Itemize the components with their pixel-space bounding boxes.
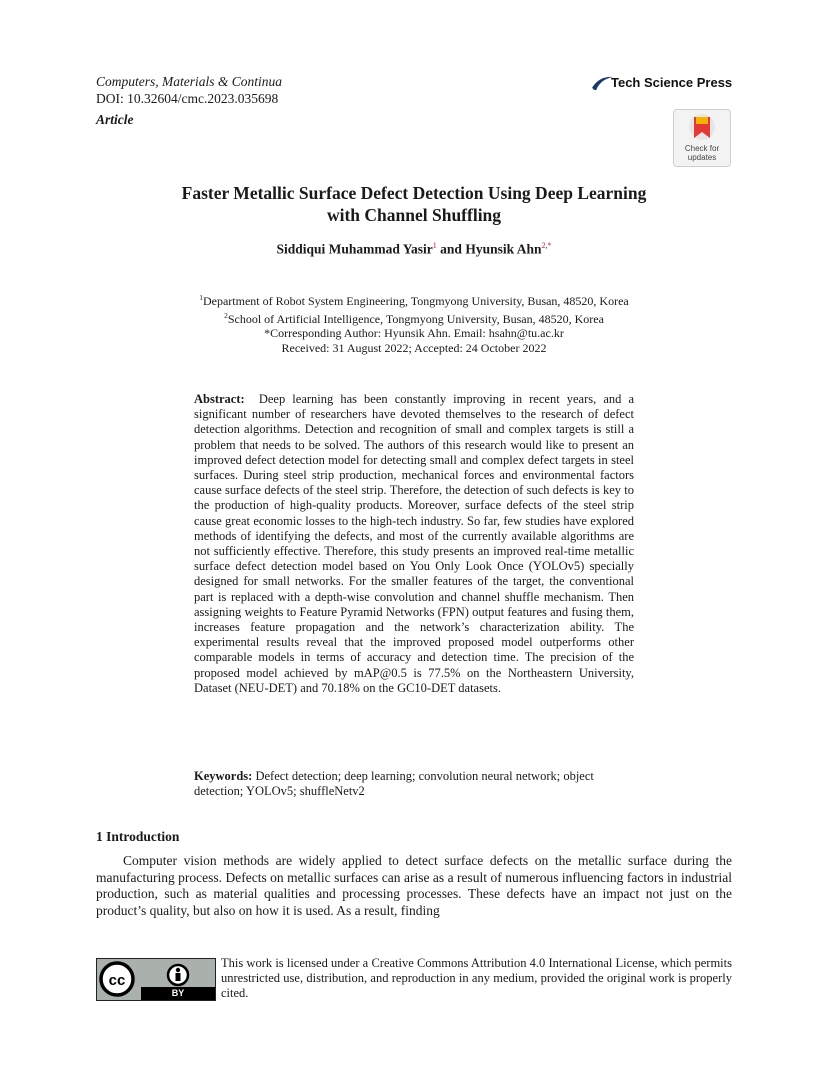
affiliation-2	[96, 309, 732, 327]
keywords	[194, 769, 634, 799]
affiliation-text: Department of Robot System Engineering, Tongmyong University, Busan, 48520, Korea	[202, 294, 629, 308]
svg-text:cc: cc	[108, 972, 126, 989]
creative-commons-badge[interactable]	[96, 958, 216, 1001]
author-name: Hyunsik Ahn	[465, 241, 542, 257]
section-heading: 1 Introduction	[96, 829, 180, 844]
author-name: Siddiqui Muhammad Yasir	[276, 241, 433, 257]
publisher-logo	[589, 74, 735, 94]
bookmark-ribbon-icon	[674, 110, 730, 144]
title-line-1: Faster Metallic Surface Defect Detection Using Deep Learning	[181, 183, 647, 203]
check-for-updates-label: Check for updates	[684, 144, 720, 162]
affiliation-1	[96, 291, 732, 309]
tech-science-press-swoosh-icon	[589, 74, 613, 94]
keywords-text: Defect detection; deep learning; convolution neural network; object detection; YOLOv5; shuffleNetv2	[194, 769, 594, 799]
corresponding-author: *Corresponding Author: Hyunsik Ahn. Email: hsahn@tu.ac.kr	[264, 326, 564, 340]
article-type: Article	[96, 112, 134, 127]
title-line-2: with Channel Shuffling	[326, 205, 502, 225]
paper-title	[96, 182, 732, 226]
abstract	[194, 392, 634, 696]
affiliation-marker: 1	[199, 293, 203, 302]
license-statement: This work is licensed under a Creative Commons Attribution 4.0 International License, which permits unrestricted use, distribution, and reproduction in any medium, provided the original work is properly cited.	[221, 956, 732, 1001]
check-for-updates-badge[interactable]	[673, 109, 731, 167]
author-conjunction: and	[436, 241, 466, 257]
affiliation-marker: 2	[224, 310, 228, 320]
author-affiliation-marker[interactable]: 2,*	[541, 241, 552, 250]
affiliation-text: School of Artificial Intelligence, Tongmyong University, Busan, 48520, Korea	[227, 311, 604, 326]
publisher-name: Tech Science Press	[611, 75, 733, 90]
keywords-label: Keywords:	[194, 769, 253, 783]
received-accepted-dates: Received: 31 August 2022; Accepted: 24 October 2022	[281, 340, 547, 355]
cc-by-label: BY	[171, 988, 185, 998]
author-list	[96, 241, 732, 258]
affiliations	[96, 291, 732, 355]
abstract-label: Abstract:	[194, 392, 245, 406]
journal-name: Computers, Materials & Continua	[96, 74, 283, 89]
introduction-paragraph: Computer vision methods are widely applied to detect surface defects on the metallic surface during the manufacturing process. Defects on metallic surfaces can arise as a result of numerous influencing factors in industrial production, such as material qualities and processing processes. These defects have an impact not just on the product’s quality, but also on how it is used. As a result, finding	[96, 853, 732, 918]
author-affiliation-marker[interactable]: 1	[432, 241, 437, 250]
doi-link[interactable]: DOI: 10.32604/cmc.2023.035698	[96, 91, 279, 106]
abstract-text: Deep learning has been constantly improving in recent years, and a significant number of researchers have devoted themselves to the research of defect detection algorithms. Detection and recognition of small and complex targets is still a problem that needs to be solved. The authors of this research would like to present an improved defect detection model for detecting small and complex defect targets in steel surfaces. During steel strip production, mechanical forces and environmental factors cause surface defects of the steel strip. Therefore, the detection of such defects is key to the production of high-quality products. Moreover, surface defects of the steel strip cause great economic losses to the high-tech industry. So far, few studies have explored methods of identifying the defects, and most of the currently available algorithms are not sufficiently effective. Therefore, this study presents an improved real-time metallic surface defect detection model based on You Only Look Once (YOLOv5) specially designed for small networks. For the smaller features of the target, the conventional part is replaced with a depth-wise convolution and channel shuffle mechanism. Then assigning weights to Feature Pyramid Networks (FPN) output features and fusing them, increases feature propagation and the network’s characterization ability. The experimental results reveal that the improved proposed model outperforms other comparable models in terms of accuracy and detection time. The precision of the proposed model achieved by mAP@0.5 is 77.5% on the Northeastern University, Dataset (NEU-DET) and 70.18% on the GC10-DET datasets.	[194, 392, 634, 695]
